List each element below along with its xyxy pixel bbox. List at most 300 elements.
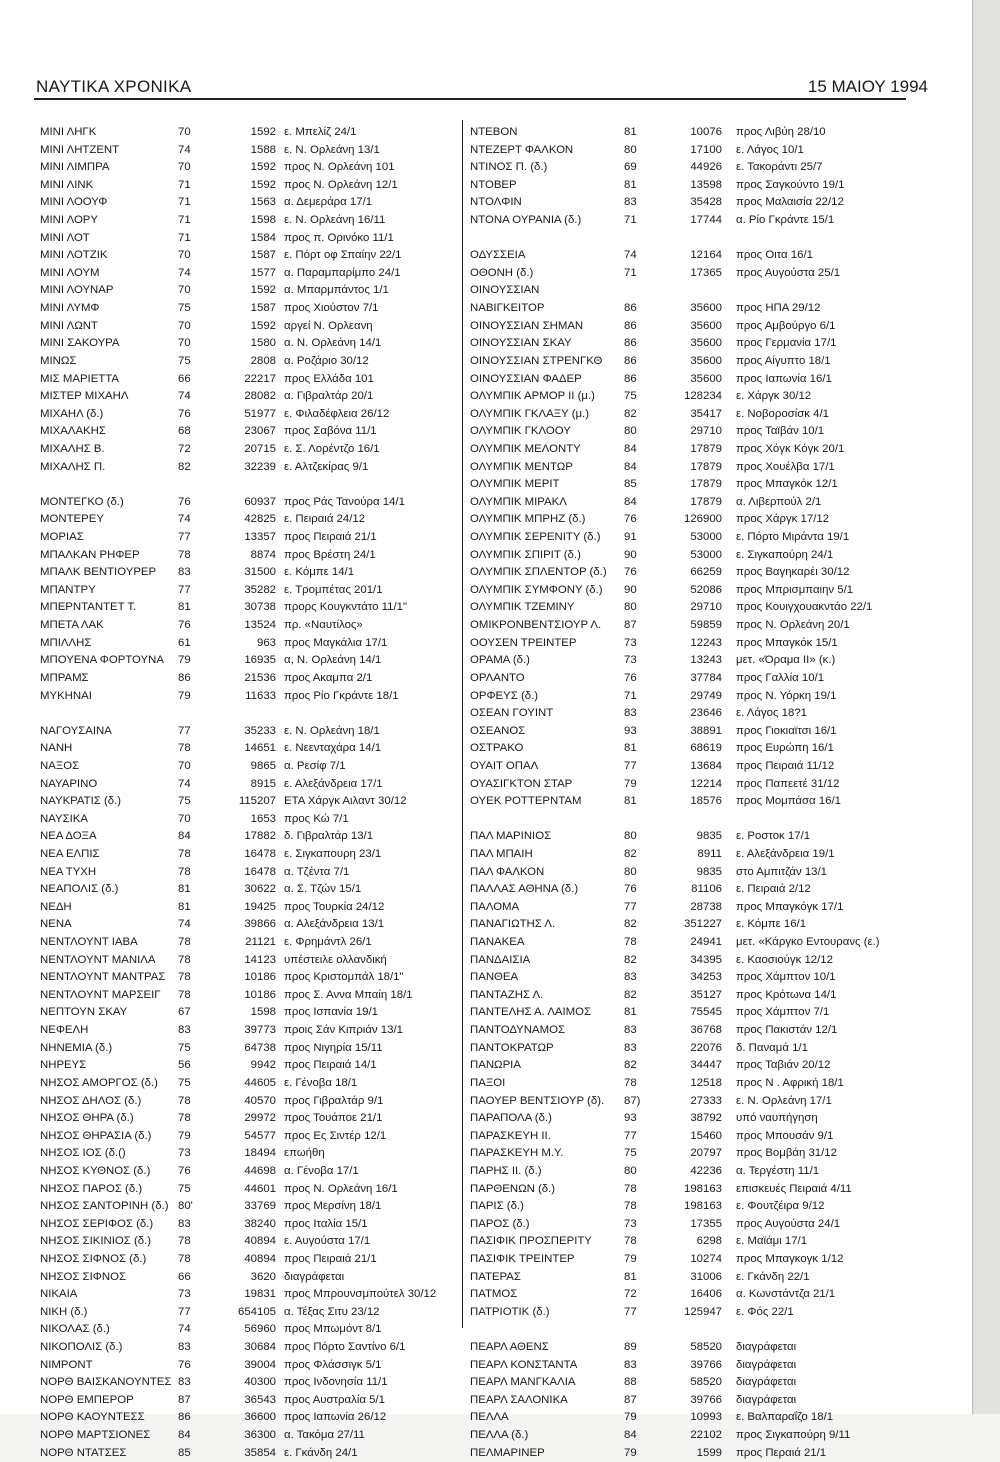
ship-row	[36, 969, 456, 987]
ship-row	[468, 1304, 888, 1322]
tonnage: 68619	[690, 742, 722, 755]
build-year: 84	[624, 1429, 637, 1442]
tonnage: 1599	[696, 1446, 722, 1459]
ship-row	[36, 635, 456, 653]
build-year: 81	[178, 900, 191, 913]
build-year: 75	[178, 1182, 191, 1195]
tonnage: 1592	[250, 126, 276, 138]
status-note: ε. Αλτζεκίρας 9/1	[284, 460, 369, 473]
tonnage: 3620	[250, 1270, 276, 1283]
status-note: προς Χάργκ 17/12	[736, 513, 830, 526]
ship-name: ΝΑΥΑΡΙΝΟ	[40, 777, 98, 790]
status-note: προς Γιοκιαϊτσι 16/1	[736, 724, 837, 737]
tonnage: 11633	[245, 689, 276, 702]
build-year: 70	[178, 284, 191, 297]
ship-name: ΝΕΝΤΛΟΥΝΤ ΜΑΡΣΕΙΓ	[40, 988, 161, 1001]
ship-name: ΜΙΝΙ ΛΙΝΚ	[40, 178, 94, 191]
status-note: προς Μπρισμπαιην 5/1	[736, 583, 854, 596]
ship-row	[36, 423, 456, 441]
ship-row	[36, 652, 456, 670]
tonnage: 128234	[683, 390, 722, 403]
build-year: 86	[178, 1411, 191, 1424]
tonnage: 9865	[250, 759, 276, 772]
ship-row	[36, 1075, 456, 1093]
tonnage: 13243	[690, 654, 722, 667]
ship-row	[36, 828, 456, 846]
build-year: 84	[624, 460, 637, 473]
build-year: 77	[178, 1305, 191, 1318]
status-note: στο Αμπιτζάν 13/1	[736, 865, 828, 878]
tonnage: 21536	[244, 671, 276, 684]
ship-row	[468, 247, 888, 265]
status-note: προς Φλάσσιγκ 5/1	[284, 1358, 382, 1371]
ship-name: ΜΟΡΙΑΣ	[40, 531, 84, 544]
status-note: προς Νιγηρία 15/11	[284, 1041, 383, 1054]
tonnage: 115207	[238, 795, 276, 808]
status-note: α. Σ. Τζών 15/1	[284, 883, 362, 896]
build-year: 78	[178, 953, 191, 966]
ship-name: ΠΑΛΛΑΣ ΑΘΗΝΑ (δ.)	[470, 883, 579, 896]
build-year: 78	[178, 548, 191, 561]
status-note: ε. Πόρτο Μιράντα 19/1	[736, 531, 850, 544]
status-note: προς π. Ορινόκο 11/1	[284, 231, 394, 244]
tonnage: 53000	[690, 548, 722, 561]
ship-row	[468, 969, 888, 987]
build-year: 91	[624, 531, 637, 544]
ship-name: ΠΑΟΥΕΡ ΒΕΝΤΣΙΟΥΡ (δ).	[470, 1094, 605, 1107]
ship-row	[36, 1304, 456, 1322]
status-note: α. Τακόμα 27/11	[284, 1429, 365, 1442]
build-year: 75	[624, 1147, 637, 1160]
tonnage: 10186	[244, 988, 276, 1001]
ship-name: ΠΑΤΡΙΟΤΙΚ (δ.)	[470, 1305, 550, 1318]
header-rule	[34, 98, 906, 100]
build-year: 75	[178, 1076, 191, 1089]
tonnage: 14123	[244, 953, 276, 966]
ship-row	[468, 1445, 888, 1462]
build-year: 73	[624, 1217, 637, 1230]
status-note: δ. Παναμά 1/1	[736, 1041, 808, 1054]
ship-row	[36, 1374, 456, 1392]
ship-row	[468, 124, 888, 142]
ship-name: ΝΟΡΘ ΜΑΡΤΣΙΟΝΕΣ	[40, 1429, 151, 1442]
ship-name: ΝΤΕΒΟΝ	[470, 126, 518, 138]
status-note: υπέστειλε ολλανδική	[284, 953, 387, 966]
ship-row	[468, 494, 888, 512]
status-note: ε. Βαλπαραΐζο 18/1	[736, 1411, 834, 1424]
tonnage: 18576	[690, 795, 722, 808]
status-note: προς Περαιά 21/1	[736, 1446, 827, 1459]
ship-name: ΠΑΛΟΜΑ	[470, 900, 520, 913]
ship-name: ΝΟΡΘ ΚΑΟΥΝΤΕΣΣ	[40, 1411, 145, 1424]
status-note: προς Αυγούστα 25/1	[736, 266, 841, 279]
ship-name: ΟΟΥΣΕΝ ΤΡΕΙΝΤΕΡ	[470, 636, 577, 649]
ship-name: ΠΑΝΤΑΖΗΣ Λ.	[470, 988, 544, 1001]
tonnage: 1587	[250, 302, 276, 315]
tonnage: 44601	[244, 1182, 276, 1195]
tonnage: 29710	[690, 601, 722, 614]
ship-row	[468, 1233, 888, 1251]
status-note: ε. Φιλαδέφλεια 26/12	[284, 407, 390, 420]
status-note: αργεί Ν. Ορλεανη	[284, 319, 373, 332]
status-note: προς Μπωμόντ 8/1	[284, 1323, 382, 1336]
build-year: 83	[624, 196, 637, 209]
ship-row	[36, 1233, 456, 1251]
ship-row	[36, 247, 456, 265]
tonnage: 38240	[244, 1217, 276, 1230]
ship-row	[36, 335, 456, 353]
ship-name: ΜΙΝΙ ΛΟΥΜ	[40, 266, 100, 279]
ship-row	[36, 670, 456, 688]
ship-name: ΜΙΝΙ ΛΥΜΦ	[40, 302, 100, 315]
build-year: 70	[178, 319, 191, 332]
ship-name: ΝΕΔΗ	[40, 900, 72, 913]
build-year: 76	[178, 407, 191, 420]
ship-name: ΝΕΝΤΛΟΥΝΤ ΙΑΒΑ	[40, 936, 138, 949]
status-note: ε. Πειραιά 2/12	[736, 883, 811, 896]
ship-row	[468, 670, 888, 688]
status-note: ε. Φουτζέιρα 9/12	[736, 1200, 825, 1213]
ship-name: ΟΣΕΑΝ ΓΟΥΙΝΤ	[470, 707, 554, 720]
ship-row	[36, 776, 456, 794]
build-year: 61	[178, 636, 191, 649]
tonnage: 13524	[244, 619, 276, 632]
build-year: 76	[624, 883, 637, 896]
tonnage: 32239	[244, 460, 276, 473]
tonnage: 1588	[250, 143, 276, 156]
ship-row	[36, 318, 456, 336]
status-note: α. Γιβραλτάρ 20/1	[284, 390, 374, 403]
ship-row	[36, 846, 456, 864]
ship-name: ΝΤΟΝΑ ΟΥΡΑΝΙΑ (δ.)	[470, 214, 582, 227]
status-note: προς Ιαπωνία 16/1	[736, 372, 832, 385]
tonnage: 29710	[690, 425, 722, 438]
tonnage: 1592	[250, 161, 276, 174]
tonnage: 81106	[691, 883, 722, 896]
build-year: 79	[178, 689, 191, 702]
tonnage: 52086	[690, 583, 722, 596]
tonnage: 38792	[690, 1112, 722, 1125]
ship-row	[468, 265, 888, 283]
ship-name: ΟΛΥΜΠΙΚ ΜΕΛΟΝΤΥ	[470, 442, 581, 455]
blank-row	[468, 1321, 888, 1339]
status-note: προς Βομβάη 31/12	[736, 1147, 837, 1160]
status-note: ΕΤΑ Χάργκ Αιλαντ 30/12	[284, 795, 407, 808]
ship-row	[36, 934, 456, 952]
build-year: 73	[178, 1147, 191, 1160]
build-year: 80	[624, 425, 637, 438]
build-year: 70	[178, 337, 191, 350]
ship-name: ΜΙΣ ΜΑΡΙΕΤΤΑ	[40, 372, 119, 385]
tonnage: 29749	[690, 689, 722, 702]
tonnage: 9835	[696, 865, 722, 878]
ship-row	[468, 529, 888, 547]
build-year: 75	[624, 390, 637, 403]
tonnage: 59859	[690, 619, 722, 632]
ship-row	[468, 846, 888, 864]
tonnage: 35233	[244, 724, 276, 737]
status-note: προς Μπαγκόκ 12/1	[736, 478, 838, 491]
ship-name: ΝΗΣΟΣ ΣΙΚΙΝΙΟΣ (δ.)	[40, 1235, 152, 1248]
tonnage: 35428	[690, 196, 722, 209]
ship-row	[36, 1040, 456, 1058]
ship-name: ΝΤΕΖΕΡΤ ΦΑΛΚΟΝ	[470, 143, 574, 156]
build-year: 82	[624, 988, 637, 1001]
tonnage: 2808	[250, 354, 276, 367]
ship-row	[36, 1321, 456, 1339]
ship-row	[468, 952, 888, 970]
tonnage: 60937	[244, 495, 276, 508]
status-note: προς Κουιγχουακντάο 22/1	[736, 601, 873, 614]
status-note: ε. Πειραιά 24/12	[284, 513, 366, 526]
tonnage: 1598	[250, 1006, 276, 1019]
status-note: ε. Ν. Ορλεάνη 16/11	[284, 214, 386, 227]
status-note: προς Σαγκούντο 19/1	[736, 178, 845, 191]
ship-row	[468, 423, 888, 441]
ship-name: ΝΗΣΟΣ ΘΗΡΑ (δ.)	[40, 1112, 134, 1125]
status-note: διαγράφεται	[284, 1270, 345, 1283]
ship-row	[36, 124, 456, 142]
ship-row	[468, 1040, 888, 1058]
tonnage: 22102	[690, 1429, 722, 1442]
issue-date: 15 ΜΑΙΟΥ 1994	[807, 77, 928, 96]
tonnage: 1563	[250, 196, 276, 209]
ship-row	[468, 758, 888, 776]
build-year: 74	[178, 266, 191, 279]
build-year: 76	[624, 513, 637, 526]
build-year: 79	[624, 1446, 637, 1459]
status-note: ε. Πόρτ οφ Σπαίην 22/1	[284, 249, 402, 262]
ship-name: ΟΛΥΜΠΙΚ ΣΕΡΕΝΙΤΥ (δ.)	[470, 531, 601, 544]
tonnage: 31006	[690, 1270, 722, 1283]
ship-name: ΠΕΑΡΛ ΑΘΕΝΣ	[470, 1341, 549, 1354]
status-note: προς Μπρουνσμπούτελ 30/12	[284, 1288, 437, 1301]
tonnage: 12164	[690, 249, 722, 262]
build-year: 77	[178, 724, 191, 737]
tonnage: 24941	[690, 936, 722, 949]
ship-row	[36, 1339, 456, 1357]
build-year: 79	[624, 777, 637, 790]
tonnage: 56960	[244, 1323, 276, 1336]
status-note: προς Αίγυπτο 18/1	[736, 354, 831, 367]
scan-edge	[972, 0, 1000, 1414]
ship-row	[36, 952, 456, 970]
build-year: 74	[178, 513, 191, 526]
ship-row	[468, 1163, 888, 1181]
status-note: μετ. «Όραμα ΙΙ» (κ.)	[736, 654, 836, 667]
ship-name: ΟΛΥΜΠΙΚ ΣΥΜΦΟΝΥ (δ.)	[470, 583, 603, 596]
ship-row	[36, 441, 456, 459]
tonnage: 9835	[696, 830, 722, 843]
ship-row	[36, 688, 456, 706]
build-year: 75	[178, 795, 191, 808]
build-year: 81	[624, 178, 637, 191]
status-note: προς Κρότωνα 14/1	[736, 988, 837, 1001]
status-note: προς Ν . Αφρική 18/1	[736, 1076, 844, 1089]
ship-row	[468, 1110, 888, 1128]
ship-row	[468, 635, 888, 653]
ship-row	[468, 1286, 888, 1304]
right-column	[468, 124, 888, 1462]
ship-row	[468, 916, 888, 934]
status-note: προς Χιούστον 7/1	[284, 302, 379, 315]
build-year: 71	[178, 178, 191, 191]
build-year: 77	[624, 900, 637, 913]
ship-name: ΝΑΥΣΙΚΑ	[40, 812, 88, 825]
ship-name: ΜΟΝΤΕΓΚΟ (δ.)	[40, 495, 124, 508]
blank-row	[36, 705, 456, 723]
status-note: ε. Φός 22/1	[736, 1305, 794, 1318]
tonnage: 17879	[690, 478, 722, 491]
ship-name: ΜΠΡΑΜΣ	[40, 671, 89, 684]
status-note: ε. Αυγούστα 17/1	[284, 1235, 371, 1248]
ship-name: ΝΤΟΛΦΙΝ	[470, 196, 522, 209]
tonnage: 1580	[250, 337, 276, 350]
ship-row	[36, 599, 456, 617]
build-year: 72	[624, 1288, 637, 1301]
ship-name: ΝΙΚΟΠΟΛΙΣ (δ.)	[40, 1341, 123, 1354]
tonnage: 13598	[690, 178, 722, 191]
ship-row	[468, 142, 888, 160]
ship-row	[36, 564, 456, 582]
ship-name: ΠΑΡΟΣ (δ.)	[470, 1217, 530, 1230]
build-year: 78	[178, 1094, 191, 1107]
ship-name: ΝΕΝΑ	[40, 918, 72, 931]
build-year: 71	[624, 266, 637, 279]
ship-name: ΝΑΓΟΥΣΑΙΝΑ	[40, 724, 112, 737]
ship-row	[468, 476, 888, 494]
status-note: προς Αυγούστα 24/1	[736, 1217, 841, 1230]
tonnage: 17879	[690, 495, 722, 508]
build-year: 82	[178, 460, 191, 473]
tonnage: 40300	[244, 1376, 276, 1389]
scan-edge-line	[972, 0, 973, 1414]
ship-row	[36, 265, 456, 283]
ship-name: ΠΕΛΛΑ (δ.)	[470, 1429, 529, 1442]
status-note: α. Τεργέστη 11/1	[736, 1164, 820, 1177]
build-year: 75	[178, 1041, 191, 1054]
build-year: 76	[624, 671, 637, 684]
tonnage: 10993	[690, 1411, 722, 1424]
ship-name: ΠΕΛΛΑ	[470, 1411, 509, 1424]
status-note: προις Σάν Κιπριάν 13/1	[284, 1024, 403, 1037]
build-year: 79	[178, 1129, 191, 1142]
ship-name: ΠΑΤΜΟΣ	[470, 1288, 518, 1301]
status-note: προς Γαλλία 10/1	[736, 671, 825, 684]
ship-name: ΟΣΤΡΑΚΟ	[470, 742, 524, 755]
build-year: 78	[178, 1112, 191, 1125]
build-year: 74	[178, 390, 191, 403]
status-note: ε. Φρημάντλ 26/1	[284, 936, 372, 949]
ship-name: ΟΙΝΟΥΣΣΙΑΝ ΣΤΡΕΝΓΚΘ	[470, 354, 603, 367]
left-column	[36, 124, 456, 1462]
status-note: προς Ιαπωνία 26/12	[284, 1411, 387, 1424]
ship-row	[36, 1198, 456, 1216]
build-year: 83	[624, 1041, 637, 1054]
ship-name: ΝΑΞΟΣ	[40, 759, 80, 772]
ship-row	[468, 899, 888, 917]
ship-row	[468, 828, 888, 846]
status-note: α. Μπαρμπάντος 1/1	[284, 284, 389, 297]
tonnage: 44605	[244, 1076, 276, 1089]
build-year: 78	[624, 1076, 637, 1089]
build-year: 78	[178, 1235, 191, 1248]
tonnage: 42825	[244, 513, 276, 526]
ship-row	[36, 881, 456, 899]
ship-name: ΟΛΥΜΠΙΚ ΜΕΡΙΤ	[470, 478, 560, 491]
ship-row	[36, 1357, 456, 1375]
build-year: 84	[624, 442, 637, 455]
tonnage: 30622	[244, 883, 276, 896]
status-note: προς Τουρκία 24/12	[284, 900, 385, 913]
ship-name: ΠΑΝΑΓΙΩΤΗΣ Λ.	[470, 918, 556, 931]
build-year: 87)	[624, 1094, 641, 1107]
ship-row	[468, 194, 888, 212]
ship-name: ΝΗΣΟΣ ΙΟΣ (δ.()	[40, 1147, 126, 1160]
build-year: 77	[624, 1129, 637, 1142]
status-note: α. Γένοβα 17/1	[284, 1164, 359, 1177]
ship-row	[36, 899, 456, 917]
ship-name: ΝΕΑ ΕΛΠΙΣ	[40, 847, 100, 860]
status-note: προς Ινδονησία 11/1	[284, 1376, 388, 1389]
ship-name: ΟΡΛΑΝΤΟ	[470, 671, 525, 684]
status-note: προς Ν. Ορλεάνη 20/1	[736, 619, 850, 632]
build-year: 74	[178, 777, 191, 790]
build-year: 83	[178, 566, 191, 579]
status-note: α. Τέξας Σιτυ 23/12	[284, 1305, 380, 1318]
build-year: 78	[624, 1200, 637, 1213]
ship-name: ΟΣΕΑΝΟΣ	[470, 724, 526, 737]
status-note: α. Τζέντα 7/1	[284, 865, 350, 878]
ship-row	[36, 617, 456, 635]
ship-name: ΜΠΕΤΑ ΛΑΚ	[40, 619, 104, 632]
ship-row	[468, 705, 888, 723]
ship-name: ΝΙΚΑΙΑ	[40, 1288, 78, 1301]
ship-row	[36, 582, 456, 600]
status-note: προς Μομπάσα 16/1	[736, 795, 841, 808]
build-year: 77	[624, 1305, 637, 1318]
tonnage: 35854	[244, 1446, 276, 1459]
status-note: ε. Γένοβα 18/1	[284, 1076, 358, 1089]
status-note: ε. Τρομπέτας 201/1	[284, 583, 383, 596]
build-year: 83	[624, 1024, 637, 1037]
tonnage: 17882	[244, 830, 276, 843]
tonnage: 66259	[690, 566, 722, 579]
status-note: προς Ν. Ορλεάνη 101	[284, 161, 395, 174]
status-note: επισκευές Πειραιά 4/11	[736, 1182, 852, 1195]
ship-name: ΟΥΕΚ ΡΟΤΤΕΡΝΤΑΜ	[470, 795, 582, 808]
ship-row	[36, 282, 456, 300]
ship-name: ΝΟΡΘ ΕΜΠΕΡΟΡ	[40, 1393, 134, 1406]
ship-row	[468, 723, 888, 741]
status-note: προς Ν. Υόρκη 19/1	[736, 689, 837, 702]
status-note: διαγράφεται	[736, 1376, 797, 1389]
status-note: προς Αυστραλία 5/1	[284, 1393, 385, 1406]
ship-name: ΝΑΥΚΡΑΤΙΣ (δ.)	[40, 795, 122, 808]
ship-name: ΠΕΑΡΛ ΜΑΝΓΚΑΛΙΑ	[470, 1376, 576, 1389]
tonnage: 126900	[683, 513, 722, 526]
ship-row	[468, 1057, 888, 1075]
tonnage: 51977	[244, 407, 276, 420]
ship-name: ΟΛΥΜΠΙΚ ΑΡΜΟΡ ΙΙ (μ.)	[470, 390, 595, 403]
ship-row	[36, 1409, 456, 1427]
ship-name: ΜΙΧΑΛΗΣ Β.	[40, 442, 105, 455]
ship-name: ΜΙΝΙ ΛΙΜΠΡΑ	[40, 161, 110, 174]
build-year: 78	[624, 1182, 637, 1195]
build-year: 75	[178, 302, 191, 315]
ship-row	[468, 1409, 888, 1427]
build-year: 81	[178, 601, 191, 614]
